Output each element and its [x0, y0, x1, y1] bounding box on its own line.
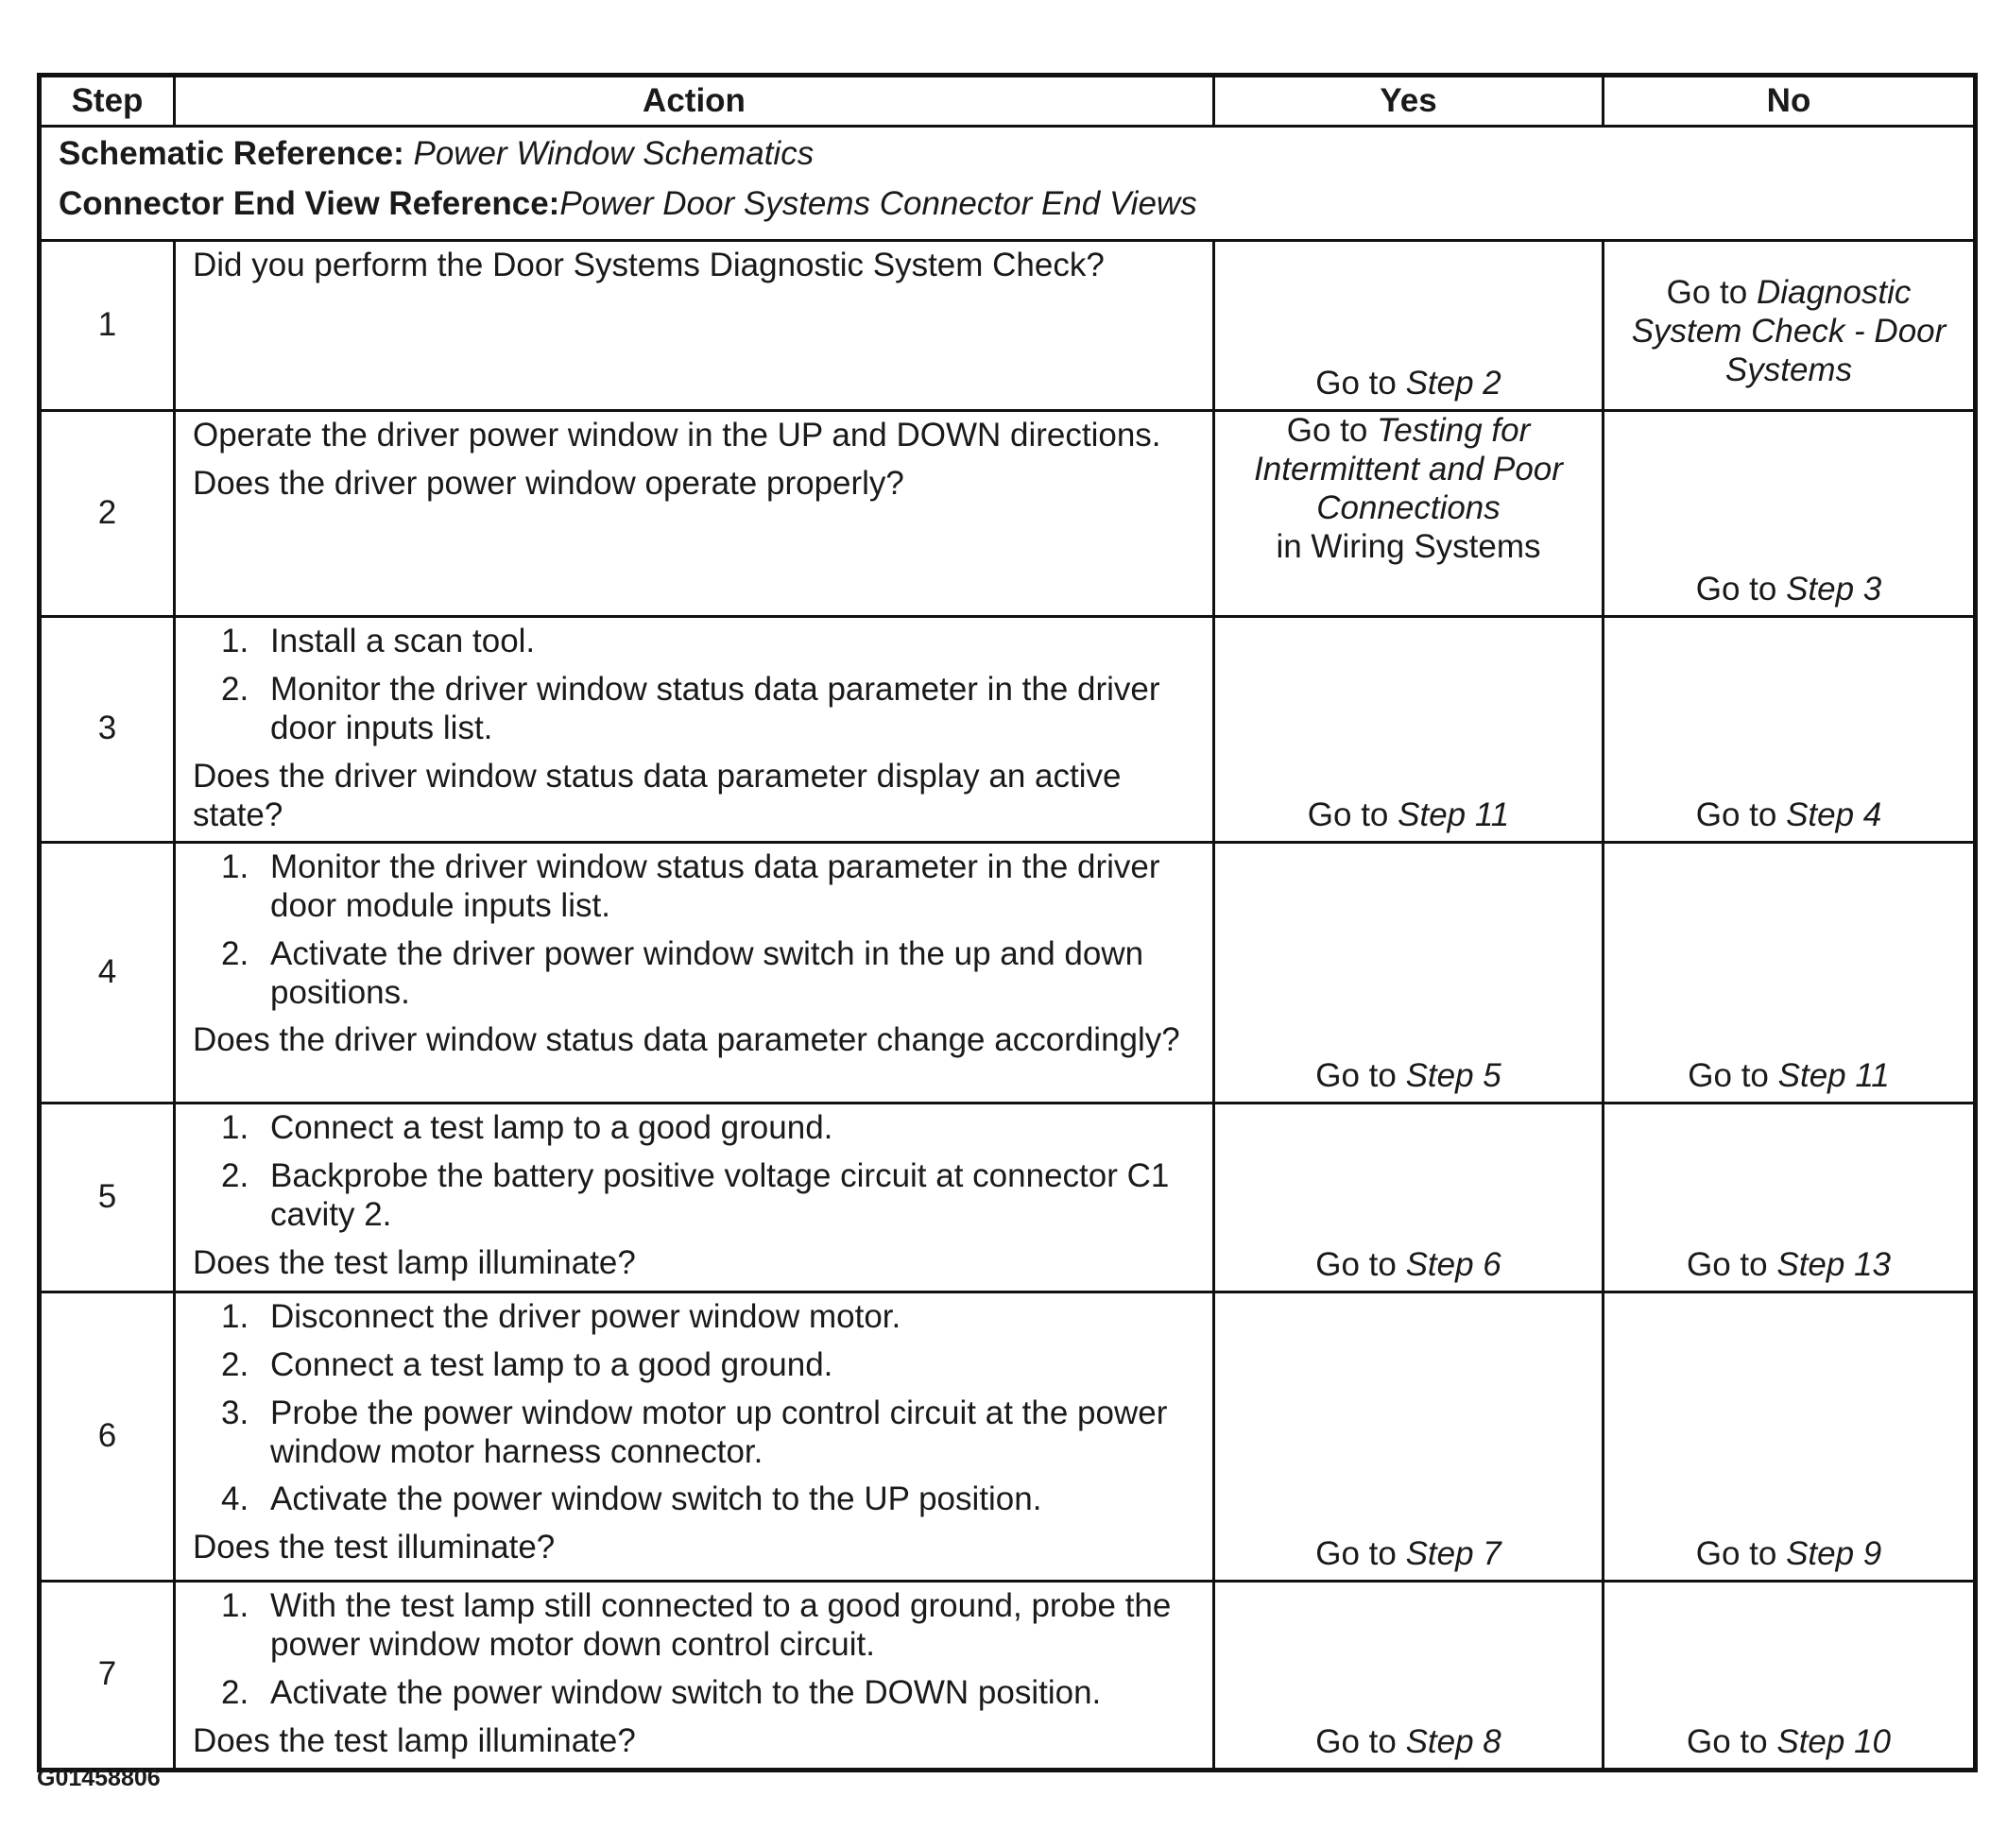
action-list-item: 2. Backprobe the battery positive voltage circuit at connector C1 cavity 2.	[221, 1156, 1170, 1233]
action-question: Does the test lamp illuminate?	[193, 1243, 636, 1281]
schematic-reference-label: Schematic Reference:	[59, 135, 404, 172]
diagnostic-table	[37, 73, 1978, 1772]
yes-goto: Go to Testing for Intermittent and Poor Connections in Wiring Systems	[1254, 412, 1563, 565]
table-row-step-1	[40, 241, 1976, 411]
figure-id: G01458806	[37, 1765, 161, 1791]
yes-goto: Go to Step 7	[1315, 1534, 1501, 1572]
yes-cell	[1214, 617, 1604, 843]
step-number: 2	[40, 411, 175, 617]
action-question: Does the driver power window operate properly?	[193, 464, 904, 502]
table-row-step-4	[40, 842, 1976, 1103]
step-number: 6	[40, 1292, 175, 1581]
action-list-item: 1. Disconnect the driver power window motor.	[221, 1297, 901, 1335]
yes-goto: Go to Step 6	[1315, 1245, 1501, 1283]
schematic-reference-link: Power Window Schematics	[413, 135, 815, 172]
table-row-step-6	[40, 1292, 1976, 1581]
no-goto: Go to Step 3	[1695, 571, 1882, 608]
action-question: Did you perform the Door Systems Diagnostic System Check?	[193, 247, 1105, 283]
connector-reference-label: Connector End View Reference:	[59, 185, 560, 222]
action-cell	[175, 1103, 1214, 1292]
header-row	[40, 76, 1976, 127]
action-cell	[175, 617, 1214, 843]
no-cell	[1604, 1292, 1976, 1581]
reference-cell	[40, 127, 1976, 241]
yes-cell	[1214, 1103, 1604, 1292]
schematic-reference	[59, 135, 1956, 177]
no-cell	[1604, 411, 1976, 617]
action-cell	[175, 1292, 1214, 1581]
step-number: 3	[40, 617, 175, 843]
step-number: 1	[40, 241, 175, 411]
table-row-step-2	[40, 411, 1976, 617]
step-number: 7	[40, 1581, 175, 1770]
action-cell	[175, 842, 1214, 1103]
action-list-item: 4. Activate the power window switch to the UP position.	[221, 1480, 1042, 1518]
connector-reference	[59, 185, 1956, 227]
no-cell	[1604, 1103, 1976, 1292]
no-cell	[1604, 842, 1976, 1103]
yes-cell	[1214, 241, 1604, 411]
no-goto: Go to Step 10	[1687, 1722, 1891, 1760]
yes-goto: Go to Step 2	[1315, 365, 1501, 402]
reference-row	[40, 127, 1976, 241]
action-list-item: 3. Probe the power window motor up control circuit at the power window motor harness connector.	[221, 1394, 1168, 1470]
no-goto: Go to Step 4	[1695, 796, 1882, 833]
no-cell	[1604, 617, 1976, 843]
action-cell	[175, 1581, 1214, 1770]
connector-reference-link: Power Door Systems Connector End Views	[559, 185, 1197, 222]
table-row-step-3	[40, 617, 1976, 843]
step-number: 5	[40, 1103, 175, 1292]
action-list-item: 2. Activate the power window switch to the DOWN position.	[221, 1673, 1102, 1711]
action-instruction: Operate the driver power window in the UP and DOWN directions.	[193, 417, 1161, 453]
action-cell	[175, 241, 1214, 411]
step-column-header: Step	[40, 76, 175, 127]
step-number: 4	[40, 842, 175, 1103]
no-goto: Go to Step 9	[1695, 1534, 1882, 1572]
yes-goto: Go to Step 11	[1307, 796, 1510, 833]
yes-cell	[1214, 1581, 1604, 1770]
action-list-item: 2. Connect a test lamp to a good ground.	[221, 1345, 833, 1383]
table-row-step-7	[40, 1581, 1976, 1770]
no-cell	[1604, 241, 1976, 411]
action-list-item: 1. Install a scan tool.	[221, 623, 536, 659]
action-question: Does the test lamp illuminate?	[193, 1721, 636, 1759]
no-cell	[1604, 1581, 1976, 1770]
yes-cell	[1214, 842, 1604, 1103]
yes-goto: Go to Step 8	[1315, 1722, 1501, 1760]
yes-cell	[1214, 1292, 1604, 1581]
no-goto: Go to Diagnostic System Check - Door Systems	[1631, 274, 1947, 388]
action-list-item: 1. With the test lamp still connected to a good ground, probe the power window motor down control circuit.	[221, 1586, 1172, 1663]
action-list-item: 2. Activate the driver power window switch in the up and down positions.	[221, 934, 1144, 1011]
table-row-step-5	[40, 1103, 1976, 1292]
action-question: Does the driver window status data parameter change accordingly?	[193, 1021, 1180, 1059]
no-goto: Go to Step 13	[1687, 1245, 1891, 1283]
action-question: Does the driver window status data parameter display an active state?	[193, 757, 1122, 833]
no-column-header: No	[1604, 76, 1976, 127]
action-question: Does the test illuminate?	[193, 1529, 556, 1566]
yes-cell	[1214, 411, 1604, 617]
action-list-item: 2. Monitor the driver window status data parameter in the driver door inputs list.	[221, 670, 1160, 746]
no-goto: Go to Step 11	[1688, 1056, 1890, 1094]
yes-column-header: Yes	[1214, 76, 1604, 127]
action-cell	[175, 411, 1214, 617]
yes-goto: Go to Step 5	[1315, 1056, 1501, 1094]
action-list-item: 1. Connect a test lamp to a good ground.	[221, 1108, 833, 1146]
action-column-header: Action	[175, 76, 1214, 127]
action-list-item: 1. Monitor the driver window status data parameter in the driver door module inputs list.	[221, 847, 1160, 924]
